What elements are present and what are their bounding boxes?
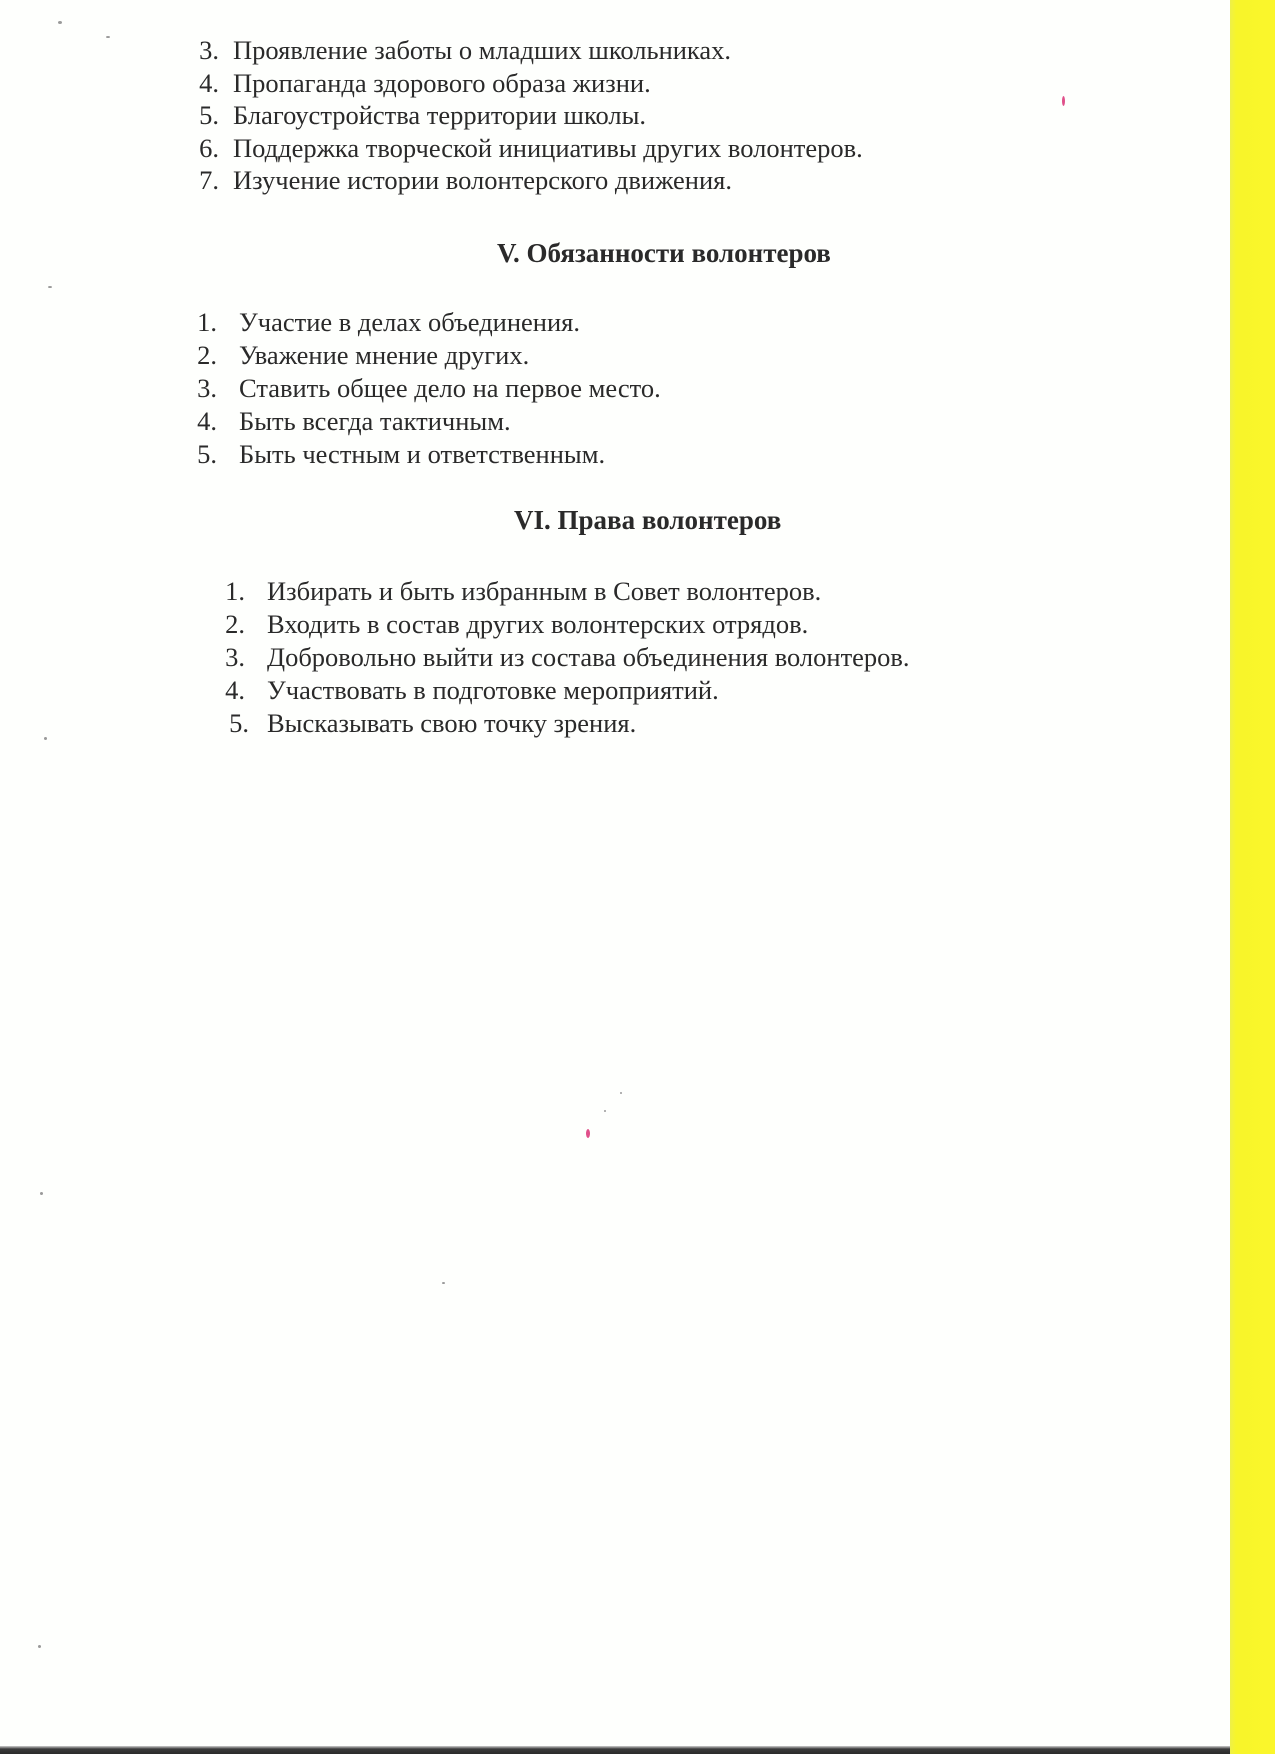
item-text: Избирать и быть избранным в Совет волонтеров. (267, 576, 822, 606)
list-item (199, 164, 863, 197)
section-v-heading: V. Обязанности волонтеров (497, 238, 831, 268)
item-number: 6. (199, 132, 219, 163)
item-text: Высказывать свою точку зрения. (267, 708, 637, 738)
item-text: Быть честным и ответственным. (239, 439, 606, 469)
list-item (197, 405, 661, 438)
item-number: 2. (225, 609, 245, 639)
item-text: Быть всегда тактичным. (239, 406, 511, 436)
item-text: Входить в состав других волонтерских отрядов. (267, 609, 809, 639)
item-number: 5. (197, 439, 217, 469)
scan-speck (44, 737, 47, 740)
scan-speck (620, 1092, 622, 1094)
list-item (197, 438, 661, 471)
item-number: 1. (225, 576, 245, 606)
scan-speck (442, 1282, 445, 1284)
item-number: 1. (197, 307, 217, 337)
item-text: Участие в делах объединения. (239, 307, 580, 337)
list-item (229, 707, 910, 740)
list-item (197, 306, 661, 339)
item-number: 5. (199, 100, 219, 130)
item-number: 3. (197, 373, 217, 403)
list-item (197, 372, 661, 405)
section-vi-heading: VI. Права волонтеров (514, 505, 782, 535)
item-number: 3. (225, 642, 245, 672)
item-text: Поддержка творческой инициативы других волонтеров. (233, 132, 863, 163)
item-number: 2. (197, 340, 217, 370)
scan-speck (604, 1110, 606, 1112)
list-item (225, 608, 910, 641)
item-text: Ставить общее дело на первое место. (239, 373, 661, 403)
scan-speck (48, 286, 52, 288)
list-item (225, 641, 910, 674)
item-text: Благоустройства территории школы. (233, 100, 647, 130)
item-text: Уважение мнение других. (239, 340, 530, 370)
item-text: Участвовать в подготовке мероприятий. (267, 675, 719, 705)
list-item (199, 34, 863, 67)
scan-speck (40, 1192, 43, 1195)
list-item (225, 575, 910, 608)
scan-speck (58, 21, 62, 24)
item-number: 7. (199, 165, 219, 195)
list-item (197, 339, 661, 372)
list-item (225, 674, 910, 707)
item-text: Добровольно выйти из состава объединения волонтеров. (267, 642, 910, 672)
list-item (199, 99, 863, 132)
item-number: 3. (199, 35, 219, 65)
item-text: Изучение истории волонтерского движения. (233, 165, 732, 195)
item-number: 4. (225, 675, 245, 705)
rights-list (225, 575, 910, 740)
scan-speck (586, 1129, 590, 1138)
scan-bottom-edge (0, 1746, 1230, 1754)
duties-list (197, 306, 661, 471)
list-item (199, 67, 863, 100)
scan-speck (38, 1645, 41, 1648)
list-item (199, 132, 863, 165)
item-number: 4. (197, 406, 217, 436)
item-text: Проявление заботы о младших школьниках. (233, 35, 732, 65)
item-number: 4. (199, 67, 219, 98)
scan-speck (1062, 96, 1065, 106)
scan-speck (106, 36, 110, 38)
item-text: Пропаганда здорового образа жизни. (233, 67, 651, 98)
item-number: 5. (229, 708, 249, 738)
continuation-list (199, 34, 863, 197)
scan-yellow-edge (1230, 0, 1275, 1754)
